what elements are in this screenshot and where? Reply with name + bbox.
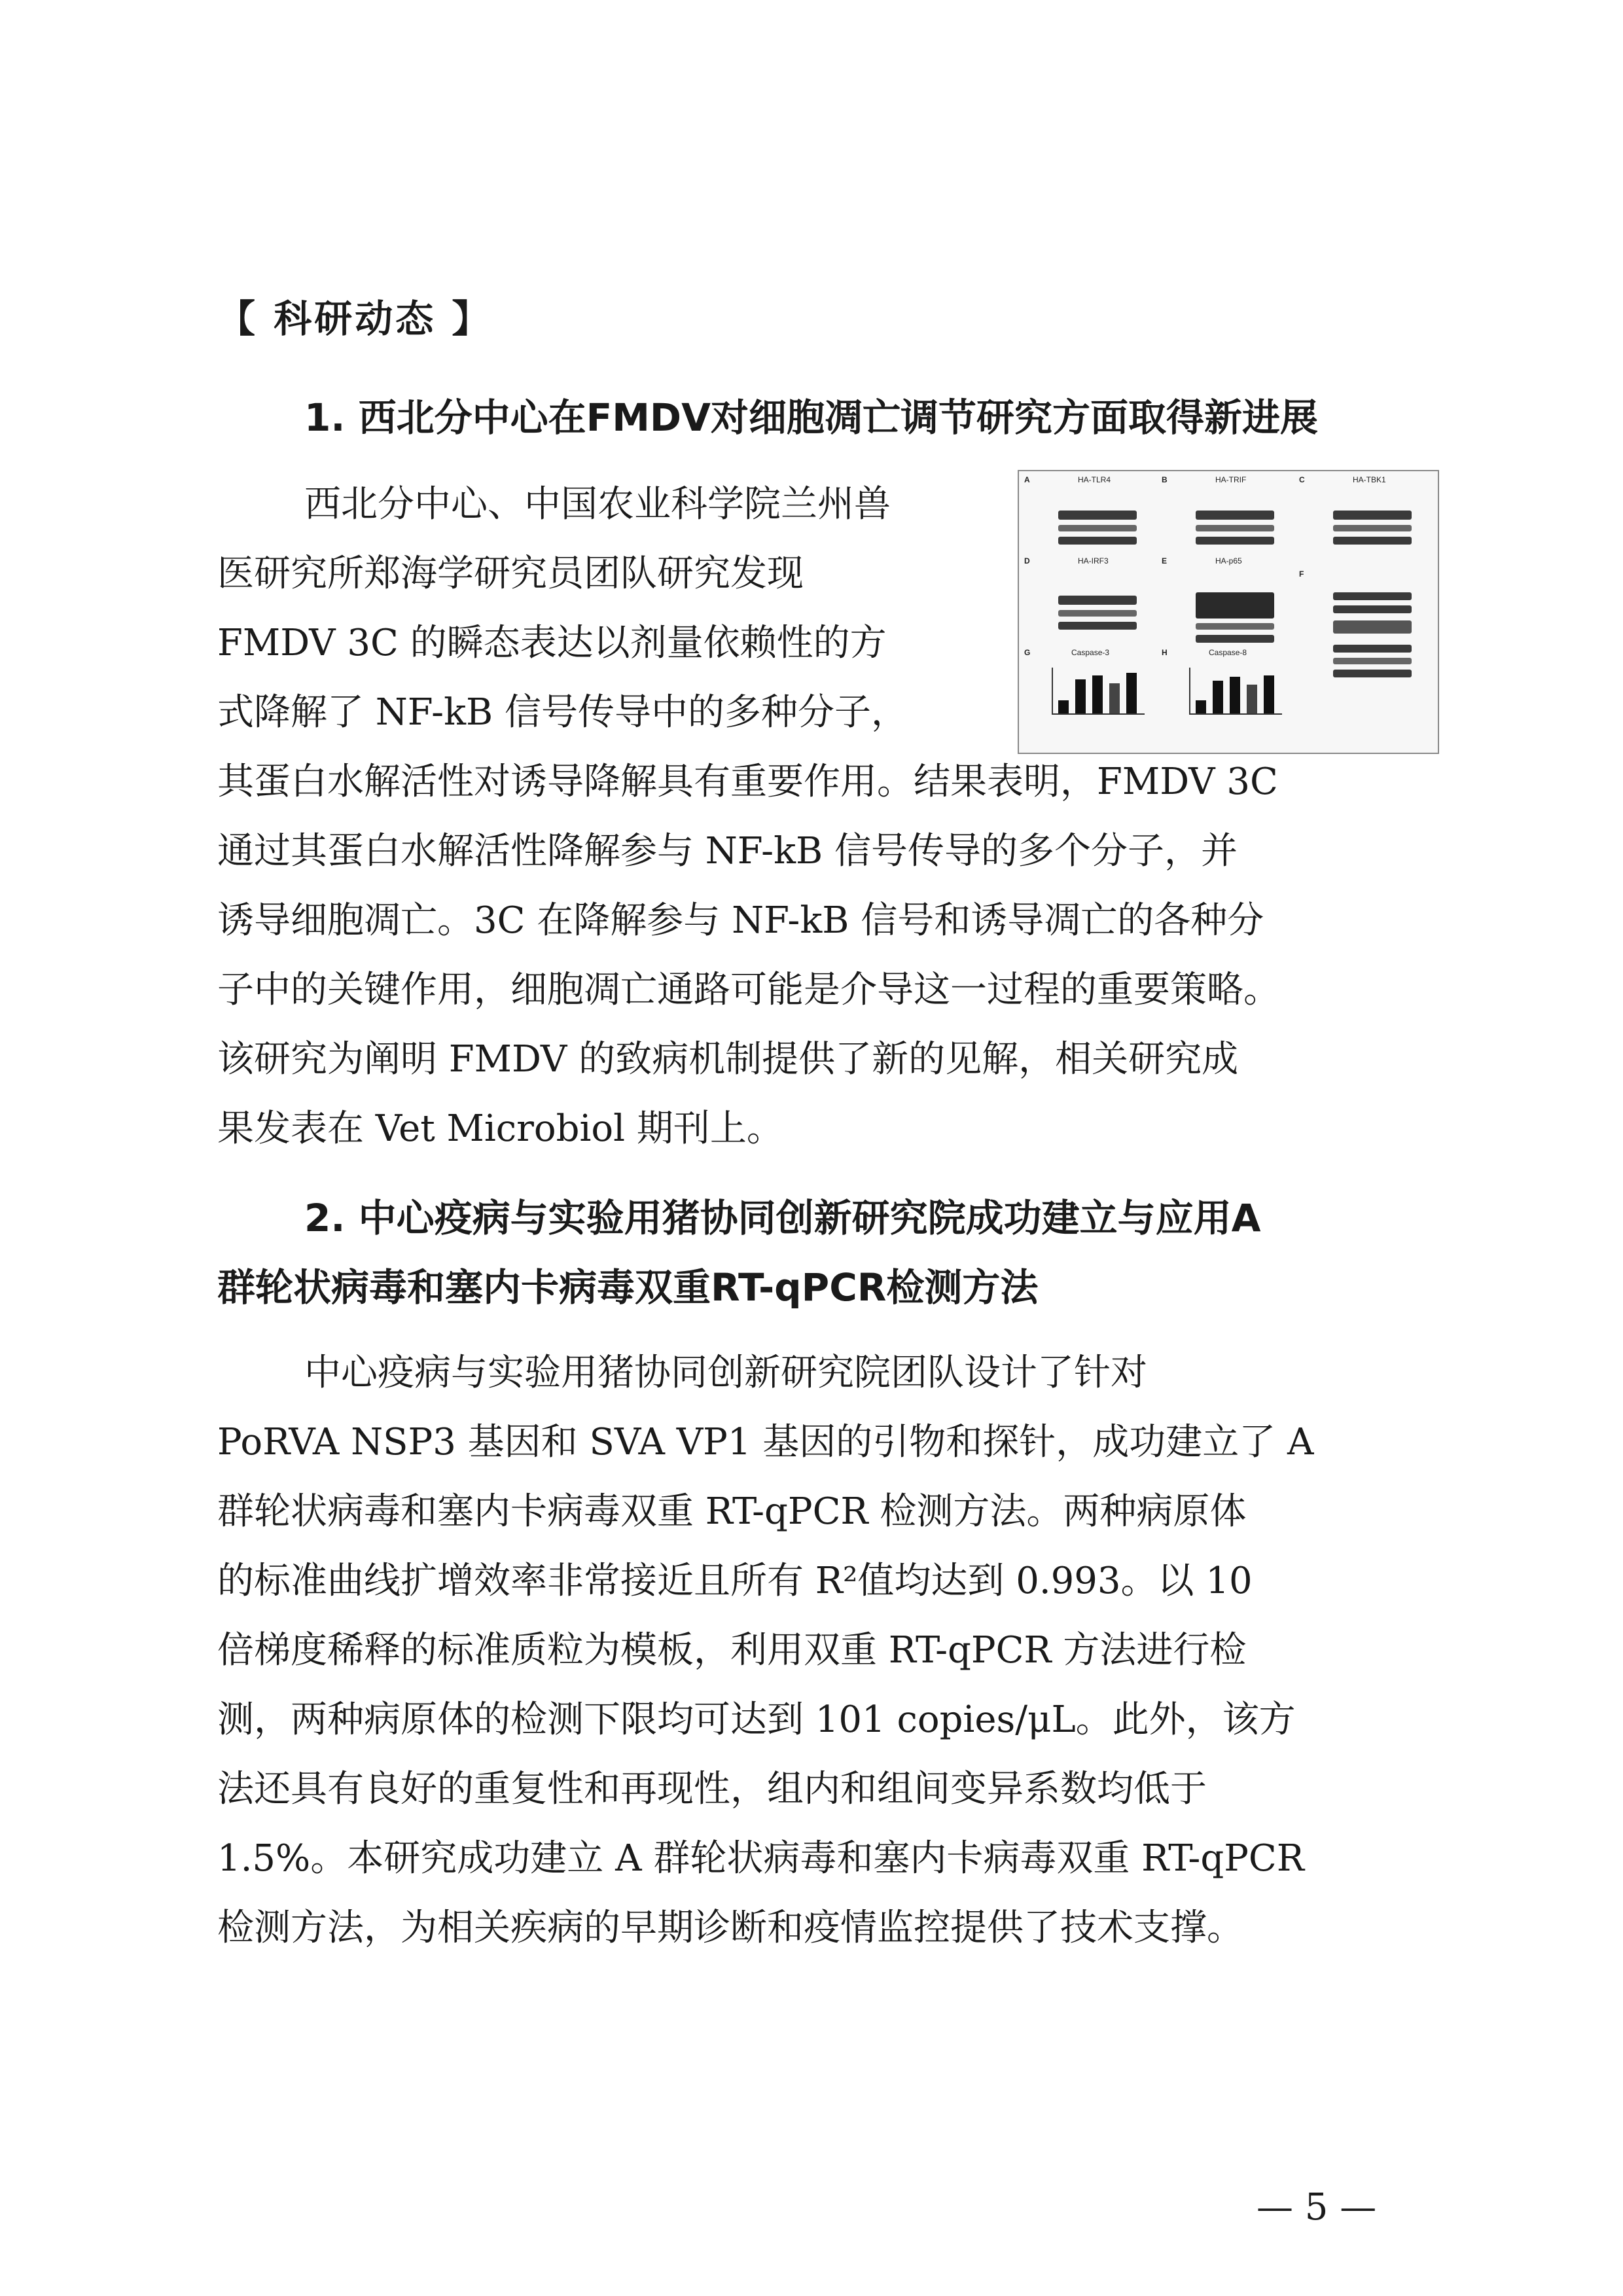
blot-band — [1333, 525, 1412, 531]
text-line: 西北分中心、中国农业科学院兰州兽 — [304, 483, 891, 526]
blot-band — [1058, 610, 1137, 617]
text-line: 测，两种病原体的检测下限均可达到 101 copies/μL。此外，该方 — [217, 1698, 1296, 1741]
text-line: 通过其蛋白水解活性降解参与 NF-kB 信号传导的多个分子，并 — [217, 830, 1238, 872]
blot-band — [1333, 537, 1412, 545]
blot-band — [1196, 525, 1274, 531]
blot-band — [1333, 670, 1412, 677]
panel-label: G — [1024, 648, 1031, 657]
blot-band — [1058, 596, 1137, 605]
text-line: 倍梯度稀释的标准质粒为模板，利用双重 RT-qPCR 方法进行检 — [217, 1629, 1247, 1672]
blot-band — [1196, 635, 1274, 643]
bar-chart-caspase3 — [1052, 668, 1145, 715]
text-line: 其蛋白水解活性对诱导降解具有重要作用。结果表明，FMDV 3C — [217, 761, 1278, 803]
text-line: PoRVA NSP3 基因和 SVA VP1 基因的引物和探针，成功建立了 A — [217, 1421, 1314, 1463]
panel-label: C — [1299, 475, 1305, 484]
text-line: FMDV 3C 的瞬态表达以剂量依赖性的方 — [217, 622, 887, 664]
panel-label: H — [1162, 648, 1168, 657]
blot-band — [1058, 511, 1137, 520]
page-number: — 5 — — [1257, 2186, 1377, 2229]
panel-title: HA-TLR4 — [1078, 475, 1111, 484]
blot-band — [1196, 511, 1274, 520]
blot-band — [1333, 620, 1412, 634]
panel-label: B — [1162, 475, 1168, 484]
blot-band — [1058, 622, 1137, 630]
bar — [1126, 673, 1137, 713]
bar — [1230, 677, 1240, 713]
blot-band — [1333, 605, 1412, 613]
heading-line: 2. 中心疫病与实验用猪协同创新研究院成功建立与应用A — [304, 1196, 1261, 1240]
text-line: 检测方法，为相关疾病的早期诊断和疫情监控提供了技术支撑。 — [217, 1907, 1243, 1949]
western-blot-figure — [1018, 470, 1439, 754]
text-line: 果发表在 Vet Microbiol 期刊上。 — [217, 1107, 783, 1150]
text-line: 医研究所郑海学研究员团队研究发现 — [217, 552, 804, 595]
blot-band — [1333, 592, 1412, 600]
text-line: 子中的关键作用，细胞凋亡通路可能是介导这一过程的重要策略。 — [217, 969, 1280, 1011]
text-line: 的标准曲线扩增效率非常接近且所有 R²值均达到 0.993。以 10 — [217, 1560, 1253, 1602]
blot-band — [1196, 623, 1274, 630]
bar — [1109, 683, 1120, 713]
text-line: 群轮状病毒和塞内卡病毒双重 RT-qPCR 检测方法。两种病原体 — [217, 1490, 1247, 1533]
article2-heading — [217, 1183, 1435, 1322]
panel-title: HA-p65 — [1215, 556, 1242, 565]
panel-title: Caspase-3 — [1071, 648, 1110, 657]
bar — [1247, 685, 1257, 713]
bar — [1196, 700, 1206, 713]
article2-body — [217, 1338, 1435, 1963]
bar — [1092, 675, 1103, 713]
blot-band — [1196, 592, 1274, 619]
panel-title: HA-IRF3 — [1078, 556, 1109, 565]
text-line: 该研究为阐明 FMDV 的致病机制提供了新的见解，相关研究成 — [217, 1038, 1239, 1081]
blot-band — [1333, 658, 1412, 664]
bar — [1075, 679, 1086, 713]
blot-band — [1058, 525, 1137, 531]
heading-line: 群轮状病毒和塞内卡病毒双重RT-qPCR检测方法 — [217, 1265, 1039, 1310]
blot-band — [1058, 537, 1137, 545]
bar — [1264, 675, 1274, 713]
panel-label: D — [1024, 556, 1030, 565]
article1-heading: 1. 西北分中心在FMDV对细胞凋亡调节研究方面取得新进展 — [304, 395, 1318, 440]
panel-title: HA-TRIF — [1215, 475, 1247, 484]
text-line: 式降解了 NF-kB 信号传导中的多种分子， — [217, 691, 908, 734]
bar — [1213, 681, 1223, 713]
section-label: 【 科研动态 】 — [217, 296, 493, 341]
bar-chart-caspase8 — [1189, 668, 1282, 715]
panel-label: A — [1024, 475, 1030, 484]
bar — [1058, 700, 1069, 713]
panel-label: F — [1299, 569, 1304, 579]
panel-title: HA-TBK1 — [1353, 475, 1386, 484]
blot-band — [1196, 537, 1274, 545]
blot-band — [1333, 511, 1412, 520]
text-line: 法还具有良好的重复性和再现性，组内和组间变异系数均低于 — [217, 1768, 1207, 1810]
blot-band — [1333, 645, 1412, 653]
text-line: 中心疫病与实验用猪协同创新研究院团队设计了针对 — [304, 1352, 1147, 1394]
text-line: 1.5%。本研究成功建立 A 群轮状病毒和塞内卡病毒双重 RT-qPCR — [217, 1837, 1304, 1880]
text-line: 诱导细胞凋亡。3C 在降解参与 NF-kB 信号和诱导凋亡的各种分 — [217, 899, 1264, 942]
panel-title: Caspase-8 — [1209, 648, 1247, 657]
panel-label: E — [1162, 556, 1168, 565]
